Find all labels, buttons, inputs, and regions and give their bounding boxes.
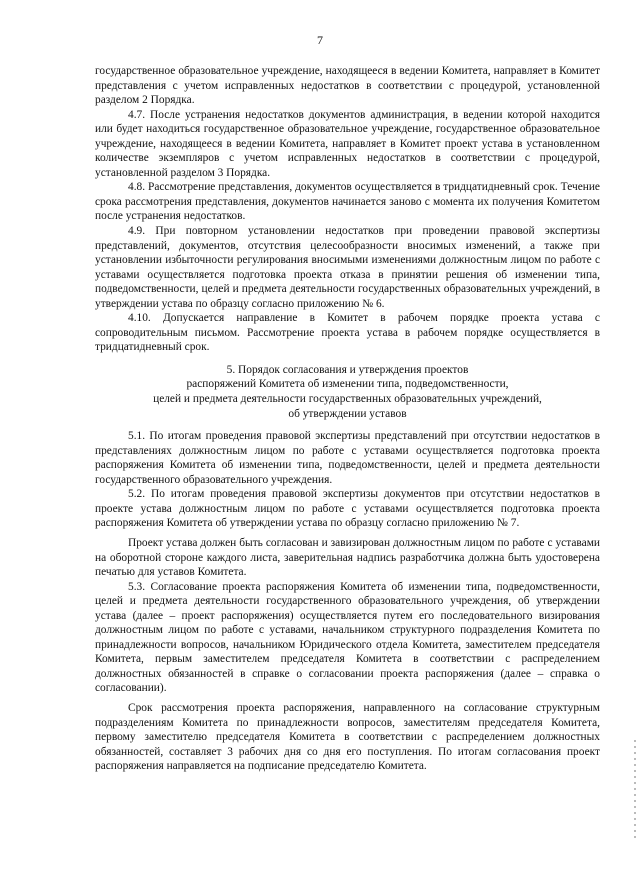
- document-body: [95, 64, 600, 774]
- paragraph-5-2: 5.2. По итогам проведения правовой экспертизы документов при отсутствии недостатков в проекте устава должностным лицом по работе с уставами осуществляется подготовка проекта распоряжения Комитета об утверждении устава по образцу согласно приложению № 7.: [95, 488, 600, 530]
- section-heading-line: об утверждении уставов: [288, 407, 407, 420]
- paragraph-4-9: 4.9. При повторном установлении недостатков при проведении правовой экспертизы представлений, документов, отсутствия целесообразности вносимых изменений, а также при установлении избыточности регулирования вносимыми изменениями должностным лицом по работе с уставами осуществляется подготовка проекта отказа в принятии решения об изменении типа, подведомственности, целей и предмета деятельности государственных образовательных учреждений, в утверждении устава по образцу согласно приложению № 6.: [95, 225, 600, 310]
- paragraph-5-3-continued: Срок рассмотрения проекта распоряжения, направленного на согласование структурным подразделениям Комитета по принадлежности вопросов, заместителям председателя Комитета, первому заместителю председателя Комитета в соответствии с распределением должностных обязанностей, составляет 3 рабочих дня со дня его поступления. По итогам согласования проект распоряжения направляется на подписание председателю Комитета.: [95, 701, 600, 773]
- paragraph-5-2-continued: Проект устава должен быть согласован и завизирован должностным лицом по работе с уставами на оборотной стороне каждого листа, заверительная надпись разработчика должна быть удостоверена печатью для уставов Комитета.: [95, 536, 600, 579]
- paragraph-4-8: 4.8. Рассмотрение представления, документов осуществляется в тридцатидневный срок. Течение срока рассмотрения представления, документов начинается заново с момента их получения Комитетом после устранения недостатков.: [95, 181, 600, 223]
- paragraph-5-3: 5.3. Согласование проекта распоряжения Комитета об изменении типа, подведомственности, целей и предмета деятельности государственного образовательного учреждения, об утверждении устава (далее – проект распоряжения) осуществляется путем его последовательного визирования должностным лицом по работе с уставами, начальником структурного подразделения Комитета по принадлежности вопросов, начальником Юридического отдела Комитета, заместителем председателя Комитета, первым заместителем председателя Комитета в соответствии с распределением должностных обязанностей в справке о согласовании проекта распоряжения (далее – справка о согласовании).: [95, 580, 600, 695]
- section-heading-line: 5. Порядок согласования и утверждения проектов: [226, 363, 469, 376]
- paragraph-4-10: 4.10. Допускается направление в Комитет в рабочем порядке проекта устава с сопроводительным письмом. Рассмотрение проекта устава в рабочем порядке осуществляется в тридцатидневный срок.: [95, 312, 600, 354]
- paragraph-4-7: 4.7. После устранения недостатков документов администрация, в ведении которой находится или будет находиться государственное образовательное учреждение, государственное образовательное учреждение, находящееся в ведении Комитета, направляет в Комитет проект устава в установленном количестве экземпляров с учетом исправленных недостатков в соответствии с процедурой, установленной разделом 3 Порядка.: [95, 108, 600, 179]
- scan-edge-marks: [634, 740, 636, 840]
- paragraph-5-1: 5.1. По итогам проведения правовой экспертизы представлений при отсутствии недостатков в представлениях должностным лицом по работе с уставами осуществляется подготовка проекта распоряжения Комитета об изменении типа, подведомственности, целей и предмета деятельности государственного образовательного учреждения.: [95, 430, 600, 486]
- section-heading-line: целей и предмета деятельности государственных образовательных учреждений,: [153, 393, 542, 406]
- paragraph-continuation: государственное образовательное учреждение, находящееся в ведении Комитета, направляет в Комитет представления с учетом исправленных недостатков в соответствии с процедурой, установленной разделом 2 Порядка.: [95, 65, 600, 107]
- page-number: 7: [317, 33, 323, 47]
- section-5-heading: [95, 363, 600, 421]
- section-heading-line: распоряжений Комитета об изменении типа, подведомственности,: [186, 378, 509, 391]
